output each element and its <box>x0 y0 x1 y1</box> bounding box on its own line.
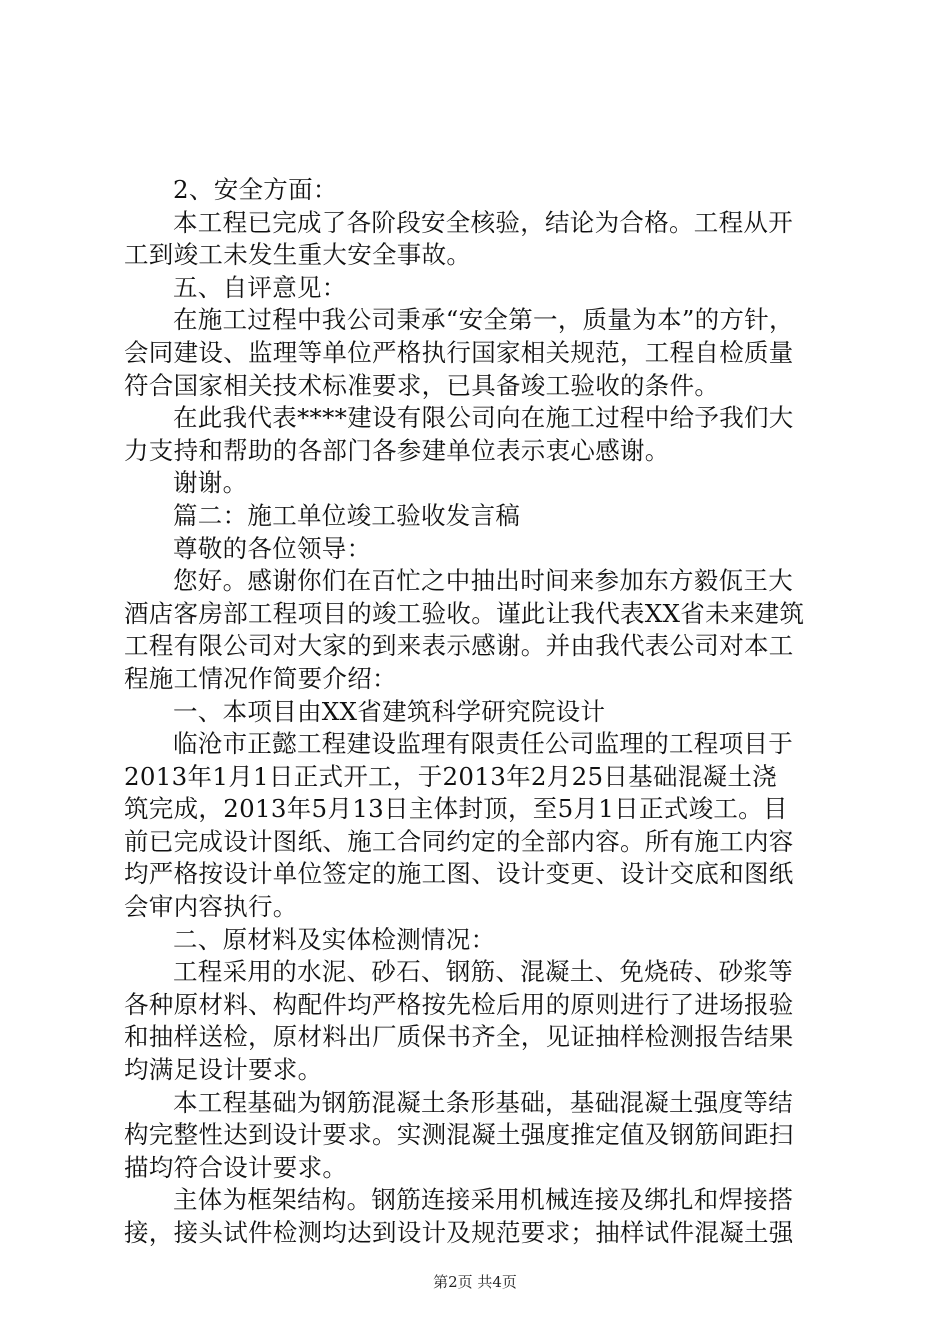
text-line: 筑完成，2013年5月13日主体封顶，至5月1日正式竣工。目 <box>124 794 788 824</box>
text-line: 和抽样送检，原材料出厂质保书齐全，见证抽样检测报告结果 <box>124 1022 794 1052</box>
text-line: 工到竣工未发生重大安全事故。 <box>124 240 472 270</box>
text-line: 均满足设计要求。 <box>124 1055 323 1085</box>
text-line: 构完整性达到设计要求。实测混凝土强度推定值及钢筋间距扫 <box>124 1120 794 1150</box>
text-line: 描均符合设计要求。 <box>124 1152 348 1182</box>
text-line: 本工程已完成了各阶段安全核验，结论为合格。工程从开 <box>173 207 793 237</box>
text-line: 谢谢。 <box>173 468 248 498</box>
page-footer: 第2页 共4页 <box>433 1273 517 1291</box>
text-line: 尊敬的各位领导： <box>173 533 372 563</box>
text-line: 会审内容执行。 <box>124 892 298 922</box>
text-line: 2013年1月1日正式开工，于2013年2月25日基础混凝土浇 <box>124 761 777 791</box>
text-line: 接，接头试件检测均达到设计及规范要求；抽样试件混凝土强 <box>124 1218 794 1247</box>
text-line: 符合国家相关技术标准要求，已具备竣工验收的条件。 <box>124 370 720 400</box>
text-line: 篇二：施工单位竣工验收发言稿 <box>173 500 521 530</box>
text-line: 工程有限公司对大家的到来表示感谢。并由我代表公司对本工 <box>124 631 794 661</box>
text-line: 临沧市正懿工程建设监理有限责任公司监理的工程项目于 <box>173 729 793 759</box>
text-line: 您好。感谢你们在百忙之中抽出时间来参加东方毅佤王大 <box>173 566 793 596</box>
text-line: 均严格按设计单位签定的施工图、设计变更、设计交底和图纸 <box>124 859 794 889</box>
text-line: 一、本项目由XX省建筑科学研究院设计 <box>173 696 606 726</box>
text-line: 前已完成设计图纸、施工合同约定的全部内容。所有施工内容 <box>124 826 794 856</box>
text-line: 会同建设、监理等单位严格执行国家相关规范，工程自检质量 <box>124 337 794 367</box>
text-line: 2、安全方面： <box>173 175 338 204</box>
document-body <box>124 174 834 1250</box>
text-line: 本工程基础为钢筋混凝土条形基础，基础混凝土强度等结 <box>173 1087 793 1117</box>
text-line: 在施工过程中我公司秉承“安全第一，质量为本”的方针， <box>173 305 794 335</box>
text-line: 各种原材料、构配件均严格按先检后用的原则进行了进场报验 <box>124 989 794 1019</box>
text-line: 力支持和帮助的各部门各参建单位表示衷心感谢。 <box>124 435 670 465</box>
text-line: 在此我代表****建设有限公司向在施工过程中给予我们大 <box>173 403 794 433</box>
text-line: 工程采用的水泥、砂石、钢筋、混凝土、免烧砖、砂浆等 <box>173 957 793 987</box>
text-line: 主体为框架结构。钢筋连接采用机械连接及绑扎和焊接搭 <box>173 1185 793 1215</box>
text-line: 程施工情况作简要介绍： <box>124 663 397 693</box>
text-line: 二、原材料及实体检测情况： <box>173 924 496 954</box>
text-line: 酒店客房部工程项目的竣工验收。谨此让我代表XX省未来建筑 <box>124 598 805 628</box>
text-line: 五、自评意见： <box>173 272 347 302</box>
